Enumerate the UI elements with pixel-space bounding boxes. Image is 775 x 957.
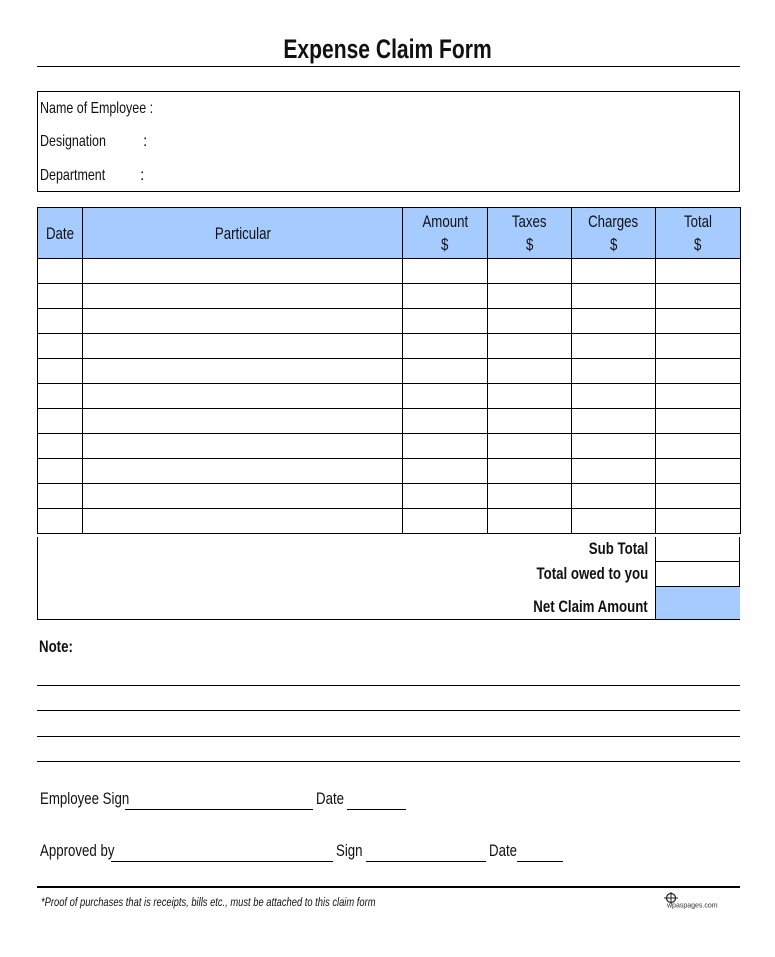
taxes-cell[interactable] — [488, 309, 572, 334]
taxes-cell[interactable] — [488, 334, 572, 359]
title-underline — [37, 66, 740, 67]
date-cell[interactable] — [38, 259, 83, 284]
date-cell[interactable] — [38, 509, 83, 534]
charges-cell[interactable] — [572, 309, 656, 334]
total-cell[interactable] — [656, 409, 741, 434]
header-date: Date — [38, 208, 83, 259]
taxes-cell[interactable] — [488, 484, 572, 509]
table-row — [38, 459, 741, 484]
date-cell[interactable] — [38, 434, 83, 459]
amount-cell[interactable] — [403, 434, 488, 459]
amount-cell[interactable] — [403, 359, 488, 384]
table-row — [38, 359, 741, 384]
total-cell[interactable] — [656, 334, 741, 359]
date-cell[interactable] — [38, 409, 83, 434]
footer-rule — [37, 886, 740, 888]
header-total: Total $ — [656, 208, 741, 259]
total-cell[interactable] — [656, 309, 741, 334]
logo-mark-icon — [662, 892, 732, 910]
particular-cell[interactable] — [83, 434, 403, 459]
table-row — [38, 409, 741, 434]
net-claim-cell[interactable] — [655, 587, 740, 619]
total-cell[interactable] — [656, 259, 741, 284]
employee-info-box — [37, 91, 740, 192]
designation-label: Designation — [40, 133, 106, 150]
charges-cell[interactable] — [572, 434, 656, 459]
table-row — [38, 484, 741, 509]
sub-total-cell[interactable] — [655, 537, 740, 562]
total-cell[interactable] — [656, 434, 741, 459]
table-row — [38, 284, 741, 309]
approved-by-line[interactable] — [111, 861, 333, 862]
net-claim-label: Net Claim Amount — [533, 597, 648, 616]
total-cell[interactable] — [656, 384, 741, 409]
table-row — [38, 309, 741, 334]
amount-cell[interactable] — [403, 459, 488, 484]
approver-sign-line[interactable] — [366, 861, 486, 862]
particular-cell[interactable] — [83, 259, 403, 284]
charges-cell[interactable] — [572, 459, 656, 484]
particular-cell[interactable] — [83, 309, 403, 334]
total-cell[interactable] — [656, 484, 741, 509]
taxes-cell[interactable] — [488, 359, 572, 384]
table-row — [38, 384, 741, 409]
approver-date-label: Date — [489, 841, 518, 860]
taxes-cell[interactable] — [488, 459, 572, 484]
department-label: Department — [40, 167, 106, 184]
particular-cell[interactable] — [83, 459, 403, 484]
note-line[interactable] — [37, 761, 740, 762]
note-line[interactable] — [37, 736, 740, 737]
amount-cell[interactable] — [403, 259, 488, 284]
particular-cell[interactable] — [83, 384, 403, 409]
note-line[interactable] — [37, 685, 740, 686]
total-owed-label: Total owed to you — [536, 564, 648, 583]
table-row — [38, 259, 741, 284]
header-amount: Amount $ — [403, 208, 488, 259]
charges-cell[interactable] — [572, 509, 656, 534]
table-row — [38, 434, 741, 459]
taxes-cell[interactable] — [488, 409, 572, 434]
amount-cell[interactable] — [403, 509, 488, 534]
date-cell[interactable] — [38, 459, 83, 484]
date-cell[interactable] — [38, 309, 83, 334]
total-owed-cell[interactable] — [655, 562, 740, 587]
particular-cell[interactable] — [83, 484, 403, 509]
approver-date-line[interactable] — [517, 861, 563, 862]
taxes-cell[interactable] — [488, 509, 572, 534]
note-line[interactable] — [37, 710, 740, 711]
taxes-cell[interactable] — [488, 259, 572, 284]
department-colon: : — [140, 167, 145, 184]
date-cell[interactable] — [38, 359, 83, 384]
date-cell[interactable] — [38, 334, 83, 359]
summary-box — [37, 537, 740, 620]
charges-cell[interactable] — [572, 284, 656, 309]
approved-by-label: Approved by — [40, 841, 115, 860]
svg-text:wpaspages.com: wpaspages.com — [667, 902, 718, 910]
employee-sign-label: Employee Sign — [40, 789, 130, 808]
taxes-cell[interactable] — [488, 434, 572, 459]
note-label: Note: — [39, 637, 73, 656]
charges-cell[interactable] — [572, 384, 656, 409]
employee-name-label: Name of Employee : — [40, 100, 154, 117]
designation-colon: : — [143, 133, 148, 150]
total-cell[interactable] — [656, 359, 741, 384]
total-cell[interactable] — [656, 509, 741, 534]
table-row — [38, 334, 741, 359]
charges-cell[interactable] — [572, 259, 656, 284]
particular-cell[interactable] — [83, 284, 403, 309]
taxes-cell[interactable] — [488, 384, 572, 409]
expense-table — [37, 207, 741, 534]
approver-sign-label: Sign — [336, 841, 363, 860]
employee-date-label: Date — [316, 789, 345, 808]
employee-date-line[interactable] — [347, 809, 406, 810]
header-taxes: Taxes $ — [488, 208, 572, 259]
particular-cell[interactable] — [83, 359, 403, 384]
total-cell[interactable] — [656, 459, 741, 484]
charges-cell[interactable] — [572, 334, 656, 359]
charges-cell[interactable] — [572, 409, 656, 434]
footnote: *Proof of purchases that is receipts, bills etc., must be attached to this claim form — [41, 895, 376, 909]
table-row — [38, 509, 741, 534]
amount-cell[interactable] — [403, 309, 488, 334]
total-cell[interactable] — [656, 284, 741, 309]
amount-cell[interactable] — [403, 284, 488, 309]
amount-cell[interactable] — [403, 384, 488, 409]
employee-sign-line[interactable] — [125, 809, 313, 810]
particular-cell[interactable] — [83, 509, 403, 534]
date-cell[interactable] — [38, 384, 83, 409]
particular-cell[interactable] — [83, 409, 403, 434]
taxes-cell[interactable] — [488, 284, 572, 309]
site-logo — [662, 892, 732, 910]
amount-cell[interactable] — [403, 334, 488, 359]
amount-cell[interactable] — [403, 484, 488, 509]
date-cell[interactable] — [38, 284, 83, 309]
charges-cell[interactable] — [572, 359, 656, 384]
header-charges: Charges $ — [572, 208, 656, 259]
date-cell[interactable] — [38, 484, 83, 509]
particular-cell[interactable] — [83, 334, 403, 359]
form-title: Expense Claim Form — [283, 34, 492, 64]
header-particular: Particular — [83, 208, 403, 259]
table-header-row — [38, 208, 741, 259]
charges-cell[interactable] — [572, 484, 656, 509]
sub-total-label: Sub Total — [588, 539, 648, 558]
amount-cell[interactable] — [403, 409, 488, 434]
